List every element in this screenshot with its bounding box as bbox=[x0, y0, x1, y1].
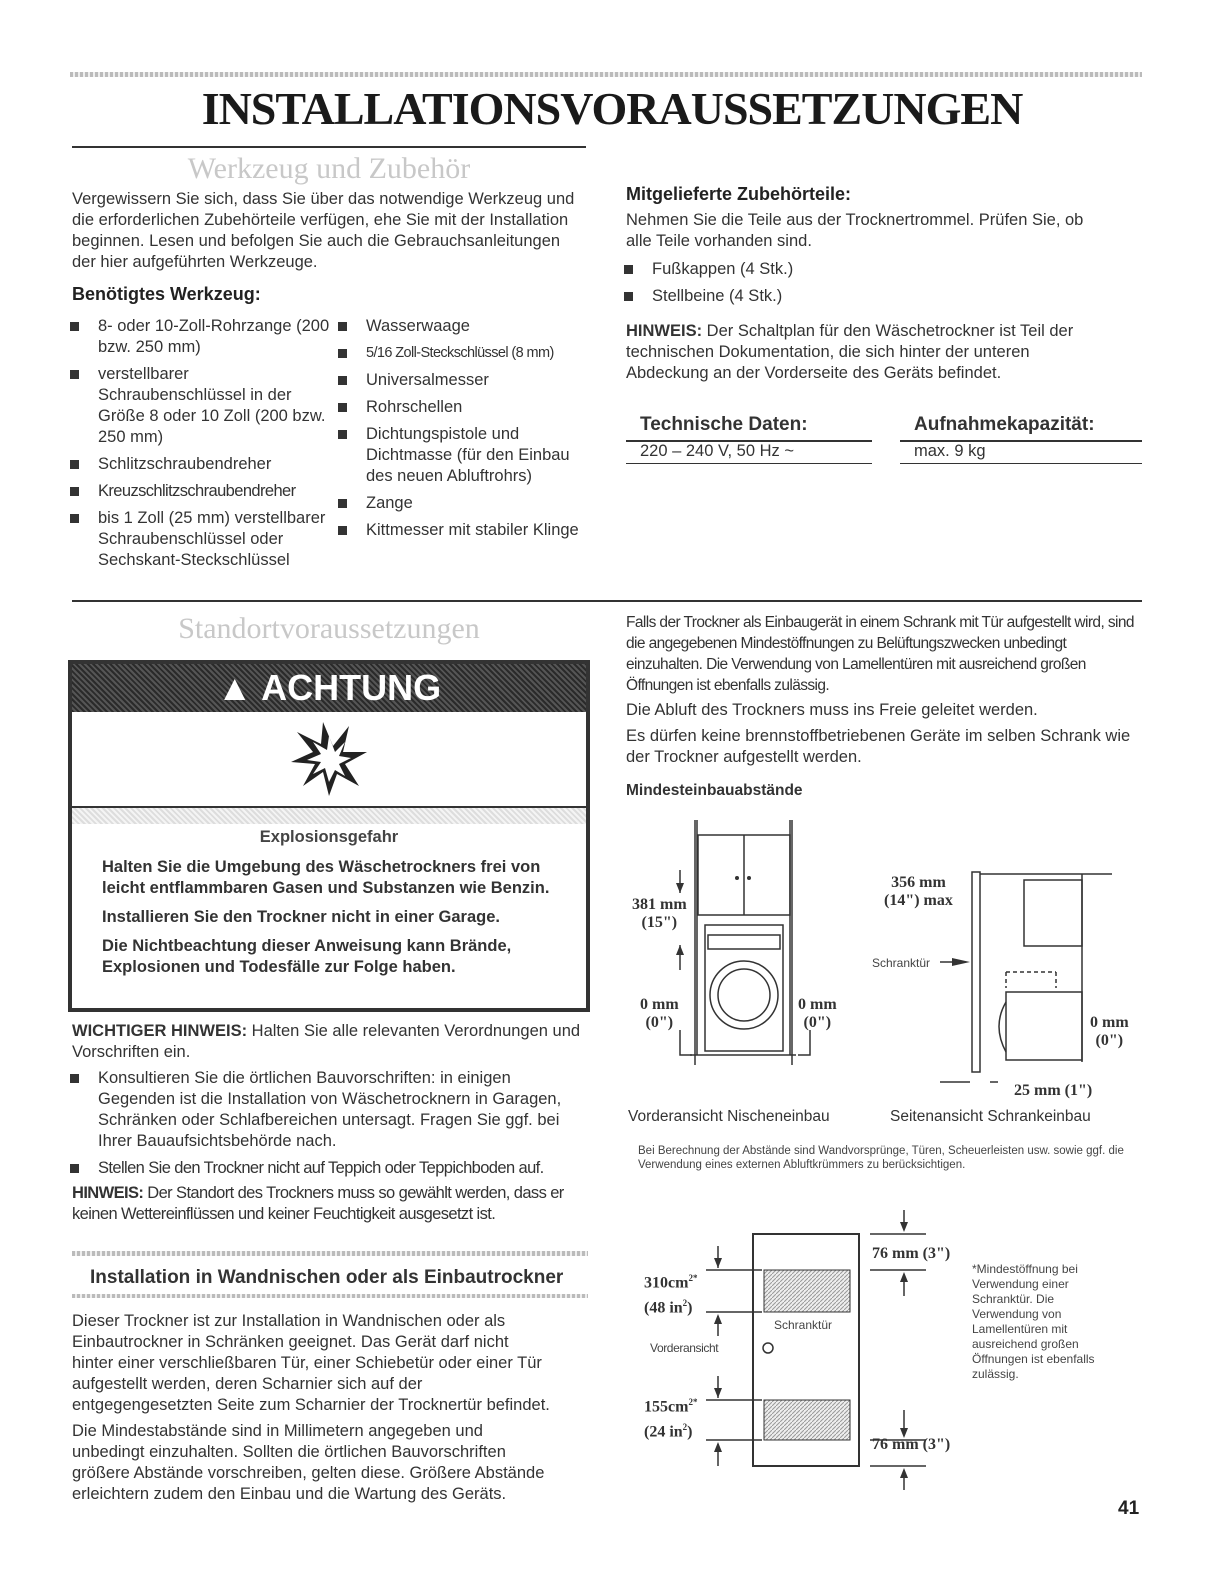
list-item: Stellen Sie den Trockner nicht auf Teppich oder Teppichboden auf. bbox=[68, 1158, 588, 1179]
door-footnote: *Mindestöffnung bei Verwendung einer Schranktür. Die Verwendung von Lamellentüren mit ausreichend großen Öffnungen ist ebenfalls zulässig. bbox=[972, 1262, 1095, 1381]
parts-heading: Mitgelieferte Zubehörteile: bbox=[626, 184, 852, 204]
list-item: Kreuzschlitzschraubendreher bbox=[68, 481, 330, 502]
tools-list-left bbox=[68, 316, 330, 577]
tools-list-right bbox=[336, 316, 590, 547]
area-sup: 2* bbox=[688, 1273, 698, 1283]
dimension-in: (0") bbox=[645, 1014, 674, 1031]
clearance-heading: Mindesteinbauabstände bbox=[626, 782, 803, 799]
list-item: Dichtungspistole und Dichtmasse (für den Einbau des neuen Abluftrohrs) bbox=[336, 424, 590, 487]
parts-intro: Nehmen Sie die Teile aus der Trocknertrommel. Prüfen Sie, ob alle Teile vorhanden sind. bbox=[626, 211, 1084, 250]
note-text: Der Standort des Trockners muss so gewählt werden, dass er keinen Wettereinflüssen und keiner Feuchtigkeit ausgesetzt ist. bbox=[72, 1184, 564, 1223]
area-cm: 310cm bbox=[644, 1274, 689, 1292]
warning-triangle-icon: ▲ bbox=[216, 667, 253, 708]
cabinet-para-2: Die Abluft des Trockners muss ins Freie geleitet werden. bbox=[626, 701, 1038, 719]
dimension-mm: 0 mm bbox=[1090, 1014, 1129, 1031]
side-view-caption: Seitenansicht Schrankeinbau bbox=[890, 1108, 1091, 1125]
builtin-bottom-rule bbox=[72, 1294, 588, 1298]
diagram-note: Bei Berechnung der Abstände sind Wandvorsprünge, Türen, Scheuerleisten usw. sowie ggf. die Verwendung eines externen Abluftkrümmers zu berücksichtigen. bbox=[638, 1145, 1124, 1171]
tech-data-heading: Technische Daten: bbox=[640, 414, 808, 435]
hazard-text-2: Installieren Sie den Trockner nicht in einer Garage. bbox=[102, 908, 500, 926]
cabinet-para-3: Es dürfen keine brennstoffbetriebenen Geräte im selben Schrank wie der Trockner aufgestellt werden. bbox=[626, 727, 1131, 766]
top-gap-label: 76 mm (3") bbox=[872, 1245, 951, 1262]
side-depth-label bbox=[884, 874, 953, 910]
dimension-mm: 0 mm bbox=[640, 996, 679, 1013]
area-cm: 155cm bbox=[644, 1398, 689, 1416]
list-item: 8- oder 10-Zoll-Rohrzange (200 bzw. 250 mm) bbox=[68, 316, 330, 358]
tech-data-value: 220 – 240 V, 50 Hz ~ bbox=[640, 442, 794, 460]
dimension-in: (0") bbox=[1095, 1032, 1124, 1049]
list-item: bis 1 Zoll (25 mm) verstellbarer Schraubenschlüssel oder Sechskant-Steckschlüssel bbox=[68, 508, 330, 571]
area-in: (48 in bbox=[644, 1299, 683, 1317]
front-top-clearance bbox=[632, 896, 687, 932]
warning-banner bbox=[72, 664, 586, 712]
front-view-caption: Vorderansicht Nischeneinbau bbox=[628, 1108, 830, 1125]
tools-intro: Vergewissern Sie sich, dass Sie über das notwendige Werkzeug und die erforderlichen Zubehörteile verfügen, ehe Sie mit der Installation beginnen. Lesen und befolgen Sie auch die Gebrauchsanleitungen der hier aufgeführten Werkzeuge. bbox=[72, 190, 575, 271]
list-item: Schlitzschraubendreher bbox=[68, 454, 330, 475]
capacity-value: max. 9 kg bbox=[914, 442, 986, 460]
spec-rule bbox=[626, 463, 872, 464]
upper-opening-label: $310cm^{2*}$ (48 $in^2$) bbox=[644, 1273, 698, 1317]
builtin-para-2: Die Mindestabstände sind in Millimetern angegeben und unbedingt einzuhalten. Sollten die örtlichen Bauvorschriften größere Abstände vorschreiben, gelten diese. Größere Abstände erleichtern zudem den Einbau und die Wartung des Geräts. bbox=[72, 1422, 545, 1503]
page-number: 41 bbox=[1118, 1498, 1140, 1519]
explosion-icon bbox=[72, 712, 586, 808]
location-heading: Standortvoraussetzungen bbox=[178, 612, 480, 645]
location-note bbox=[72, 1183, 588, 1225]
important-label: WICHTIGER HINWEIS: bbox=[72, 1022, 248, 1040]
section-rule bbox=[72, 146, 586, 148]
list-item: Zange bbox=[336, 493, 590, 514]
section-rule bbox=[72, 600, 1142, 602]
cabinet-para-1: Falls der Trockner als Einbaugerät in einem Schrank mit Tür aufgestellt wird, sind die angegebenen Mindestöffnungen zu Belüftungszwecken unbedingt einzuhalten. Die Verwendung von Lamellentüren mit ausreichend großen Öffnungen ist ebenfalls zulässig. bbox=[626, 614, 1134, 694]
list-item: Universalmesser bbox=[336, 370, 590, 391]
builtin-para-1: Dieser Trockner ist zur Installation in Wandnischen oder als Einbautrockner in Schränken geeignet. Das Gerät darf nicht hinter einer verschließbaren Tür, einer Schiebetür oder einer Tür aufgestellt werden, deren Scharnier sich auf der entgegengesetzten Seite zum Scharnier der Trocknertür befindet. bbox=[72, 1312, 550, 1414]
area-in-sup: 2 bbox=[682, 1422, 688, 1433]
list-item: Wasserwaage bbox=[336, 316, 590, 337]
dimension-mm: 381 mm bbox=[632, 896, 687, 913]
warning-stripe bbox=[72, 808, 586, 824]
important-note bbox=[72, 1021, 584, 1063]
dimension-mm: 0 mm bbox=[798, 996, 837, 1013]
warning-box bbox=[68, 660, 590, 1012]
area-in: (24 in bbox=[644, 1423, 683, 1441]
list-item: Kittmesser mit stabiler Klinge bbox=[336, 520, 590, 541]
dimension-in: (0") bbox=[803, 1014, 832, 1031]
builtin-top-rule bbox=[72, 1251, 588, 1256]
capacity-heading: Aufnahmekapazität: bbox=[914, 414, 1095, 435]
required-tools-heading: Benötigtes Werkzeug: bbox=[72, 284, 261, 304]
dimension-in: (14") max bbox=[884, 892, 953, 909]
side-door-label: Schranktür bbox=[872, 956, 931, 970]
door-label: Schranktür bbox=[774, 1318, 833, 1332]
note-label: HINWEIS: bbox=[626, 322, 703, 340]
top-rule bbox=[70, 72, 1142, 77]
side-door-gap: 25 mm (1") bbox=[1014, 1082, 1093, 1099]
list-item: 5/16 Zoll-Steckschlüssel (8 mm) bbox=[336, 343, 590, 364]
important-text: Halten Sie alle relevanten Verordnungen und Vorschriften ein. bbox=[72, 1022, 581, 1061]
side-rear-clearance bbox=[1090, 1014, 1129, 1050]
list-item: verstellbarer Schraubenschlüssel in der Größe 8 oder 10 Zoll (200 bzw. 250 mm) bbox=[68, 364, 330, 448]
hazard-text-3: Die Nichtbeachtung dieser Anweisung kann Brände, Explosionen und Todesfälle zur Folge haben. bbox=[102, 937, 512, 976]
list-item: Konsultieren Sie die örtlichen Bauvorschriften: in einigen Gegenden ist die Installation von Wäschetrocknern in Garagen, Schränken oder Schlafbereichen untersagt. Fragen Sie ggf. bei Ihrer Bauaufsichtsbehörde nach. bbox=[68, 1068, 588, 1152]
tools-heading: Werkzeug und Zubehör bbox=[187, 152, 471, 185]
area-sup: 2* bbox=[688, 1397, 698, 1407]
warning-title: ACHTUNG bbox=[261, 667, 442, 708]
area-in-sup: 2 bbox=[682, 1298, 688, 1309]
hazard-text-1: Halten Sie die Umgebung des Wäschetrockners frei von leicht entflammbaren Gasen und Substanzen wie Benzin. bbox=[102, 858, 550, 897]
page-title: INSTALLATIONSVORAUSSETZUNGEN bbox=[201, 83, 1023, 134]
front-view-label: Vorderansicht bbox=[650, 1341, 719, 1355]
dimension-mm: 356 mm bbox=[891, 874, 946, 891]
parts-list bbox=[622, 259, 1102, 313]
builtin-heading: Installation in Wandnischen oder als Einbautrockner bbox=[90, 1267, 564, 1288]
hazard-title: Explosionsgefahr bbox=[259, 828, 399, 846]
bottom-gap-label: 76 mm (3") bbox=[872, 1436, 951, 1453]
location-bullets bbox=[68, 1068, 588, 1185]
list-item: Stellbeine (4 Stk.) bbox=[622, 286, 1102, 307]
note-text: Der Schaltplan für den Wäschetrockner ist Teil der technischen Dokumentation, die sich hinter der unteren Abdeckung an der Vorderseite des Geräts befindet. bbox=[626, 322, 1074, 382]
dimension-in: (15") bbox=[641, 914, 678, 931]
list-item: Fußkappen (4 Stk.) bbox=[622, 259, 1102, 280]
front-view-diagram bbox=[620, 815, 860, 1085]
note-label: HINWEIS: bbox=[72, 1184, 144, 1202]
parts-note bbox=[626, 321, 1106, 384]
spec-rule bbox=[900, 463, 1142, 464]
list-item: Rohrschellen bbox=[336, 397, 590, 418]
front-left-clearance bbox=[640, 996, 679, 1032]
lower-opening-label: $155cm^{2*}$ (24 $in^2$) bbox=[644, 1397, 698, 1441]
front-right-clearance bbox=[798, 996, 837, 1032]
